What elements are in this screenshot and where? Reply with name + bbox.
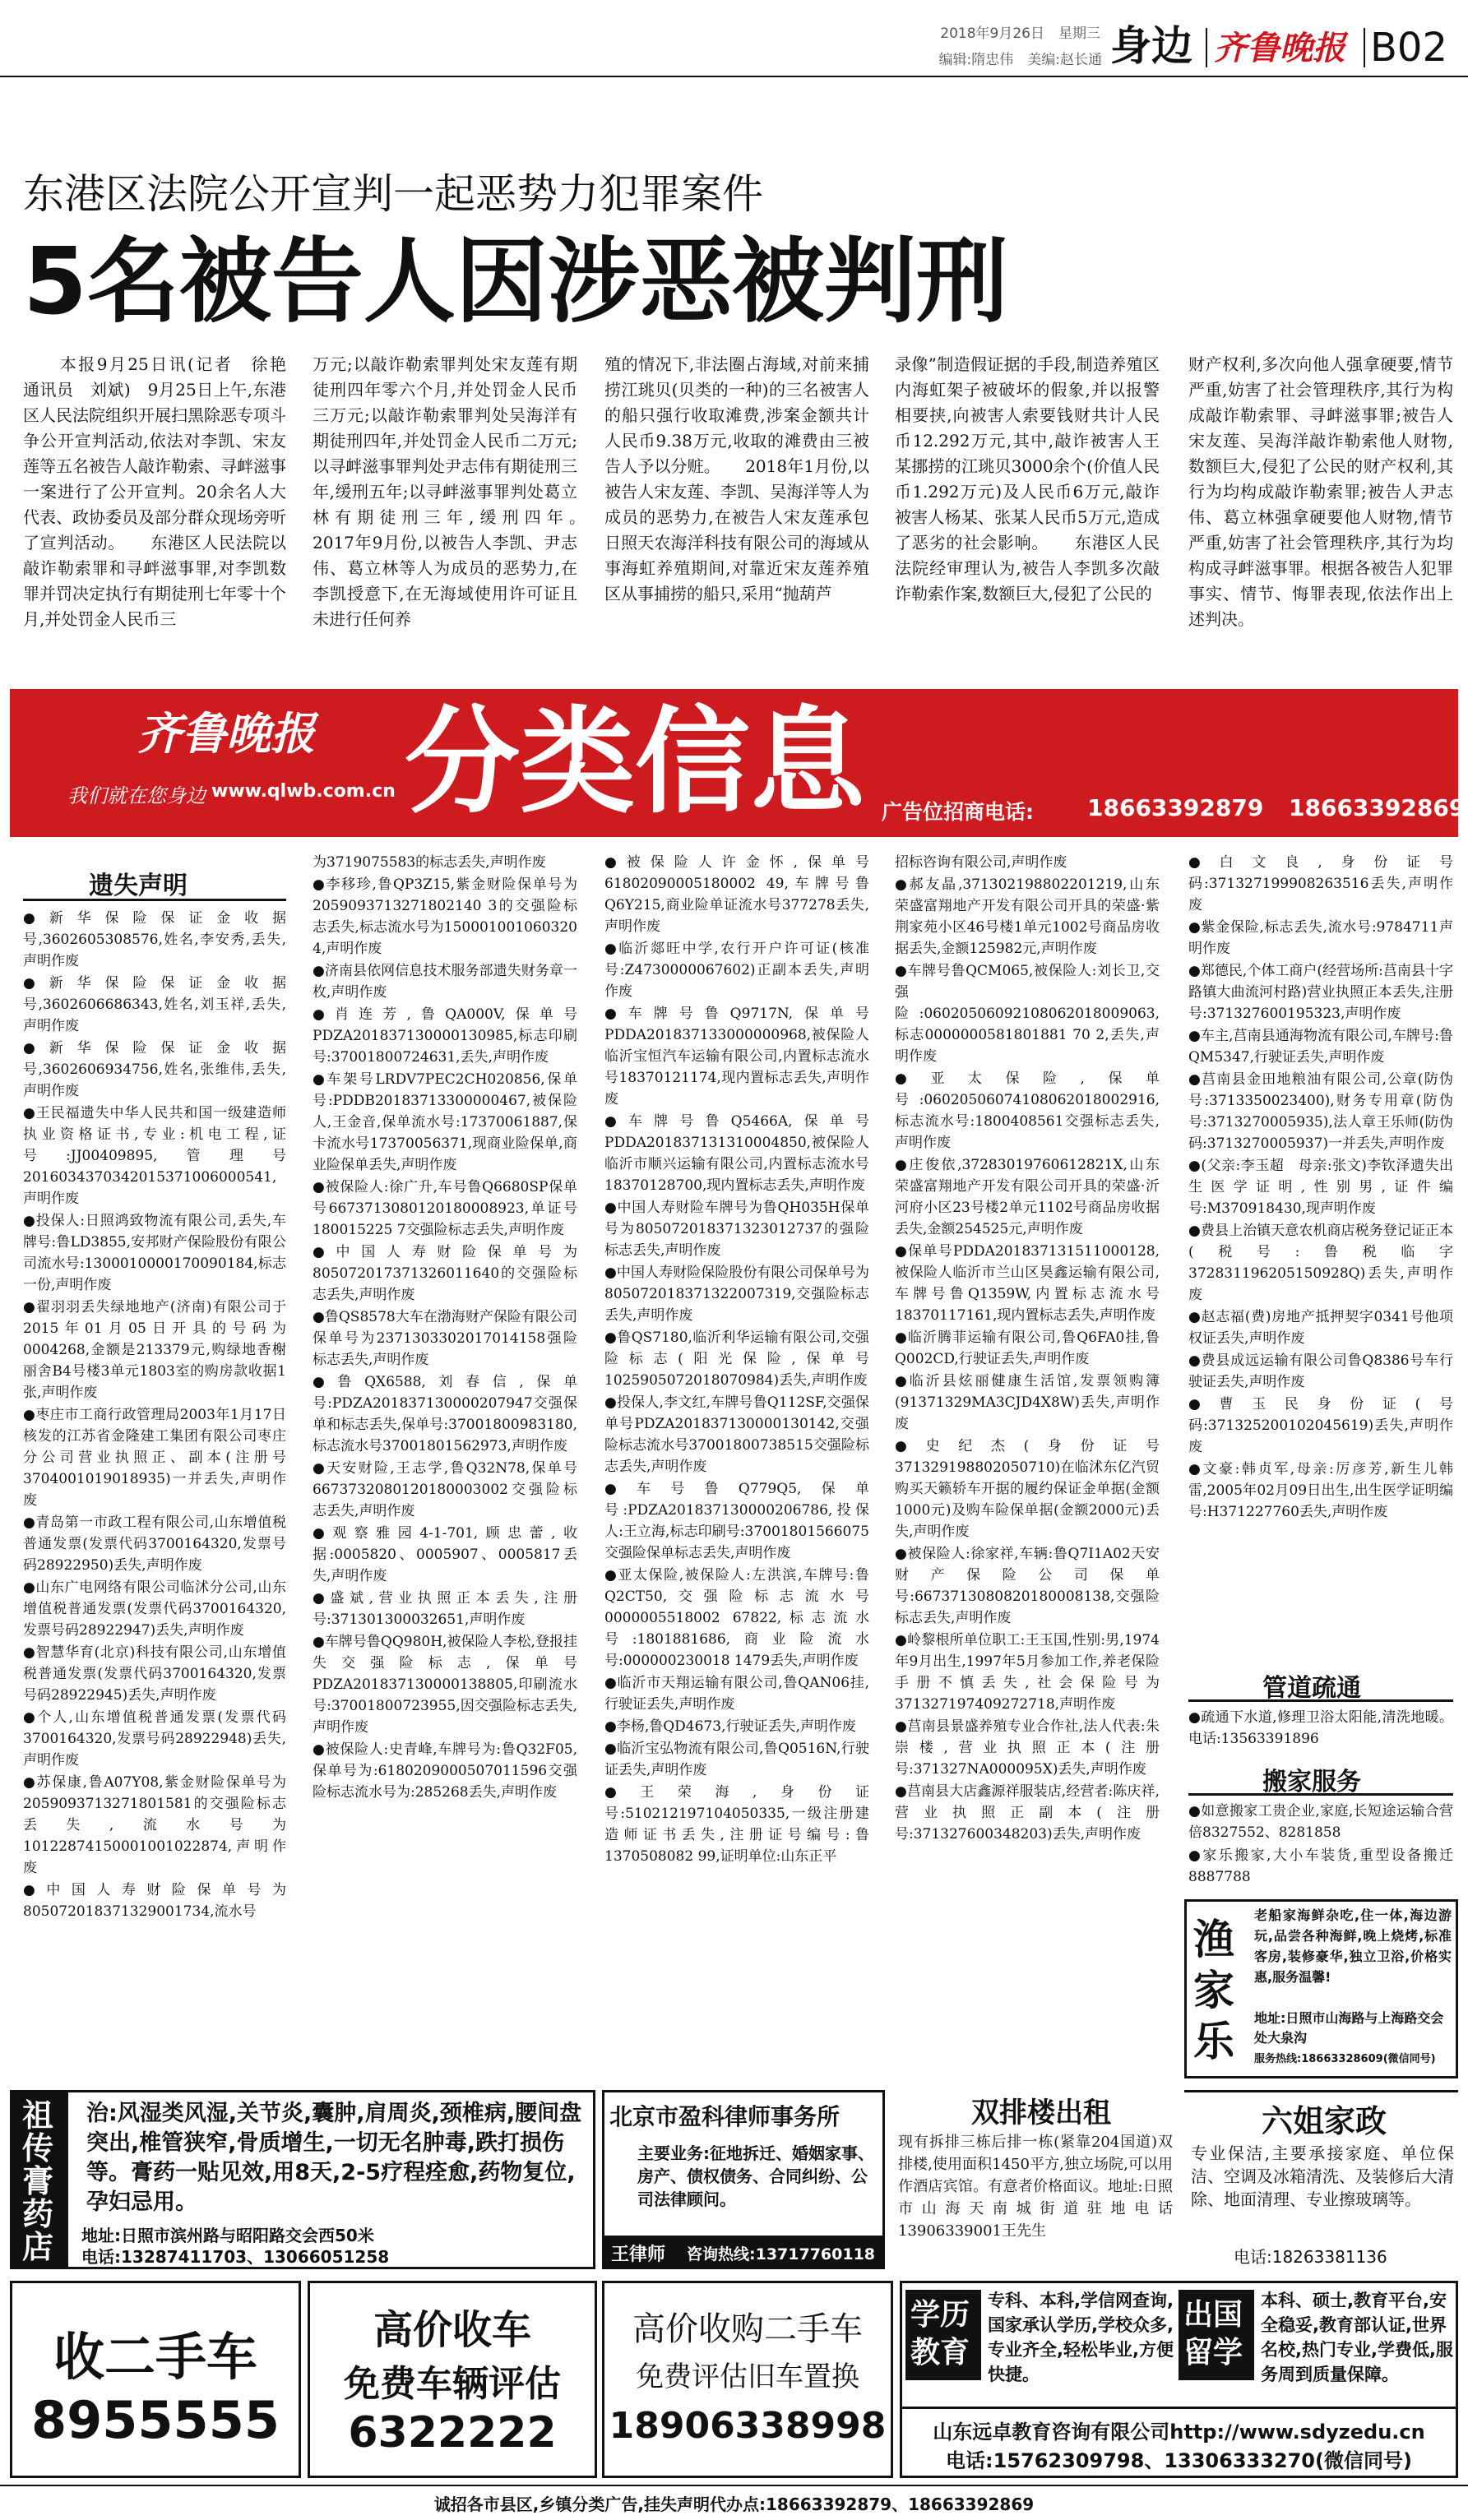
car-ad-3-phone: 18906338998 — [609, 2405, 887, 2447]
footer-rule — [0, 2485, 1468, 2486]
article-subtitle: 东港区法院公开宣判一起恶势力犯罪案件 — [23, 170, 763, 218]
divider-1 — [1206, 28, 1207, 67]
classified-item: ●翟羽羽丢失绿地地产(济南)有限公司于2015年01月05日开具的号码为0004268,金额是213379元,购绿地香榭丽舍B4号楼3单元1803室的购房款收据1张,声明作废 — [23, 1299, 286, 1401]
classified-item: ●青岛第一市政工程有限公司,山东增值税普通发票(发票代码3700164320,发票号码28922950)丢失,声明作废 — [23, 1514, 286, 1574]
edu-tag-2 — [1179, 2290, 1254, 2380]
classified-item: ●盛斌,营业执照正本丢失,注册号:371301300032651,声明作废 — [313, 1590, 577, 1628]
classified-item: ●费县上治镇天意农机商店税务登记证正本(税号:鲁税临字372831196205150928Q)丢失,声明作废 — [1188, 1223, 1453, 1303]
article-col-2: 万元;以敲诈勒索罪判处宋友莲有期徒刑四年零六个月,并处罚金人民币三万元;以敲诈勒索罪判处吴海洋有期徒刑四年,并处罚金人民币二万元;以寻衅滋事罪判处尹志伟有期徒刑三年,缓刑五年;以寻衅滋事罪判处葛立林有期徒刑三年,缓刑四年。 2017年9月份,以被告人李凯、尹志伟、葛立林等人为成员的恶势力,在李凯授意下,在无海域使用许可证且未进行任何养 — [313, 354, 610, 629]
edu-desc-2: 本科、硕士,教育平台,安全稳妥,教育部认证,世界名校,热门专业,学费低,服务周到质量保障。 — [1261, 2291, 1453, 2384]
car-ad-3-sub: 免费评估旧车置换 — [636, 2360, 859, 2393]
classified-item: ●中国人寿财险保险股份有限公司保单号为805072018371322007319,交强险标志丢失,声明作废 — [604, 1265, 869, 1324]
classified-item: ●临沂宝弘物流有限公司,鲁Q0516N,行驶证丢失,声明作废 — [604, 1741, 869, 1778]
car-ad-2 — [308, 2281, 597, 2478]
classified-banner — [10, 689, 1466, 837]
medicine-phone: 电话:13287411703、13066051258 — [81, 2247, 390, 2267]
header-rule — [0, 76, 1468, 79]
classified-item: ●郑德民,个体工商户(经营场所:莒南县十字路镇大曲流河村路)营业执照正本丢失,注册号:371327600195323,声明作废 — [1188, 963, 1453, 1022]
classified-item: ●中国人寿财险车牌号为鲁QH035H保单号为805072018371323012737的强险标志丢失,声明作废 — [604, 1200, 869, 1259]
classified-item: ●鲁QS7180,临沂利华运输有限公司,交强险标志(阳光保险,保单号1025905072018070984)丢失,声明作废 — [604, 1329, 869, 1389]
banner-url: www.qlwb.com.cn — [211, 781, 396, 802]
classified-item: ●中国人寿财险保单号为805072017371326011640的交强险标志丢失,声明作废 — [313, 1244, 577, 1303]
edu-phone: 电话:15762309798、13306333270(微信同号) — [946, 2449, 1412, 2472]
classified-item: ●临沂郯旺中学,农行开户许可证(核准号:Z4730000067602)正副本丢失,声明作废 — [604, 941, 869, 1000]
edu-desc-1: 专科、本科,学信网查询,国家承认学历,学校众多,专业齐全,轻松毕业,方便快捷。 — [988, 2291, 1174, 2384]
seafood-ad — [1184, 1899, 1458, 2078]
classified-item: ●白文良,身份证号码:371327199908263516丢失,声明作废 — [1188, 854, 1453, 913]
classified-item: ●李杨,鲁QD4673,行驶证丢失,声明作废 — [604, 1718, 856, 1735]
classified-item: ●莒南县金田地粮油有限公司,公章(防伪号:3713350023400),财务专用章(防伪号:3713270005935),法人章王乐师(防伪码:3713270005937)一并丢失,声明作废 — [1188, 1071, 1453, 1152]
seafood-char-1: 渔 — [1193, 1916, 1234, 1963]
classified-item: ●新华保险保证金收据号,3602606686343,姓名,刘玉祥,丢失,声明作废 — [23, 975, 286, 1034]
classified-item: ●肖连芳,鲁QA000V,保单号PDZA201837130000130985,标志印刷号:37001800724631,丢失,声明作废 — [313, 1006, 577, 1066]
classified-item: ●王荣海,身份证号:510212197104050335,一级注册建造师证书丢失,注册证号编号:鲁1370508082 99,证明单位:山东正平 — [604, 1784, 869, 1865]
maid-title: 六姐家政 — [1261, 2103, 1387, 2139]
seafood-addr: 地址:日照市山海路与上海路交会处大泉沟 — [1254, 2010, 1444, 2046]
article-col-1: 本报9月25日讯(记者 徐艳 通讯员 刘斌) 9月25日上午,东港区人民法院组织开展扫黑除恶专项斗争公开宣判活动,依法对李凯、宋友莲等五名被告人敲诈勒索、寻衅滋事一案进行了公开宣判。20余名人大代表、政协委员及部分群众现场旁听了宣判活动。 东港区人民法院以敲诈勒索罪和寻衅滋事罪,对李凯数罪并罚决定执行有期徒刑七年零十个月,并处罚金人民币三 — [23, 354, 303, 629]
lawyer-name: 王律师 — [611, 2245, 666, 2265]
classified-item: ●保单号PDDA201837131511000128,被保险人临沂市兰山区昊鑫运输有限公司,车牌号鲁Q1359W,内置标志流水号18370117161,现内置标志丢失,声明作废 — [895, 1243, 1160, 1324]
car-ad-1-title: 收二手车 — [53, 2327, 257, 2387]
brand-logo: 齐鲁晚报 — [1214, 29, 1345, 67]
banner-phone-1: 18663392879 — [1087, 794, 1264, 821]
medicine-addr: 地址:日照市滨州路与昭阳路交会西50米 — [81, 2226, 374, 2245]
car-ad-1-phone: 8955555 — [31, 2390, 280, 2450]
classified-col-3 — [604, 852, 869, 2085]
classified-item: ●车牌号鲁Q5466A,保单号PDDA201837131310004850,被保险人临沂市顺兴运输有限公司,内置标志流水号18370128700,现内置标志丢失,声明作废 — [604, 1113, 869, 1194]
pipe-tag — [1188, 1666, 1453, 1702]
classified-item: ●投保人,李文红,车牌号鲁Q112SF,交强保单号PDZA201837130000130142,交强险标志流水号37001800738515交强险标志丢失,声明作废 — [604, 1394, 869, 1475]
medicine-vertical — [12, 2092, 68, 2267]
move-tag — [1188, 1759, 1453, 1796]
banner-phone-label: 广告位招商电话: — [882, 800, 1034, 824]
header-editors: 编辑:隋忠伟 美编:赵长通 — [938, 52, 1102, 68]
edu-ad — [900, 2281, 1458, 2478]
classified-item: ●文豪:韩贞军,母亲:厉彦芳,新生儿韩雷,2005年02月09日出生,出生医学证明编号:H371227760丢失,声明作废 — [1188, 1461, 1453, 1520]
banner-slogan: 我们就在您身边 — [67, 784, 206, 807]
house-ad — [893, 2090, 1176, 2269]
classified-item: ●车号鲁Q779Q5,保单号:PDZA201837130000206786,投保人:王立海,标志印刷号:37001801566075交强险保单标志丢失,声明作废 — [604, 1481, 869, 1561]
banner-phone-2: 18663392869 — [1289, 794, 1466, 821]
article-col-3: 殖的情况下,非法圈占海域,对前来捕捞江珧贝(贝类的一种)的三名被害人的船只强行收取滩费,涉案金额共计人民币9.38万元,收取的滩费由三被告人予以分赃。 2018年1月份,以被告人宋友莲、李凯、吴海洋等人为成员的恶势力,在被告人宋友莲承包日照天农海洋科技有限公司的海域从事海虹养殖期间,对靠近宋友莲养殖区从事捕捞的船只,采用“抛葫芦 — [604, 354, 869, 603]
classified-item: ●枣庄市工商行政管理局2003年1月17日核发的江苏省金隆建工集团有限公司枣庄分公司营业执照正、副本(注册号3704001019018935)一并丢失,声明作废 — [23, 1407, 286, 1509]
maid-ad — [1184, 2090, 1458, 2269]
medicine-body: 治:风湿类风湿,关节炎,囊肿,肩周炎,颈椎病,腰间盘突出,椎管狭窄,骨质增生,一切无名肿毒,跌打损伤等。膏药一贴见效,用8天,2-5疗程痊愈,药物复位,孕妇忌用。 — [86, 2101, 582, 2215]
banner-logo: 齐鲁晚报 — [137, 707, 315, 760]
seafood-phone: 服务热线:18663328609(微信同号) — [1254, 2053, 1436, 2065]
classified-item: ●赵志福(费)房地产抵押契字0341号他项权证丢失,声明作废 — [1188, 1309, 1453, 1347]
classified-item: ●新华保险保证金收据号,3602605308576,姓名,李安秀,丢失,声明作废 — [23, 910, 286, 969]
classified-item: ●个人,山东增值税普通发票(发票代码3700164320,发票号码28922948)丢失,声明作废 — [23, 1709, 286, 1769]
classified-item: ●车牌号鲁QCM065,被保险人:刘长卫,交强险:06020506092108062018009063,标志0000000581801881 70 2,丢失,声明作废 — [895, 963, 1160, 1065]
medicine-ad — [10, 2090, 595, 2269]
classified-item: ●紫金保险,标志丢失,流水号:9784711声明作废 — [1188, 919, 1453, 957]
page-number: B02 — [1370, 25, 1448, 71]
classified-item: ●亚太保险,被保险人:左洪滨,车牌号:鲁Q2CT50,交强险标志流水号0000005518002 67822,标志流水号:1801881686,商业险流水号:000000230018 1479丢失,声明作废 — [604, 1567, 869, 1669]
classified-col-2 — [313, 852, 577, 2085]
article-col-4: 录像”制造假证据的手段,制造养殖区内海虹架子被破坏的假象,并以报警相要挟,向被害人索要钱财共计人民币12.292万元,其中,敲诈被害人王某挪捞的江珧贝3000余个(价值人民币1.292万元)及人民币6万元,敲诈被害人杨某、张某人民币5万元,造成了恶劣的社会影响。 东港区人民法院经审理认为,被告人李凯多次敲诈勒索作案,数额巨大,侵犯了公民的 — [895, 354, 1160, 603]
classified-col-4 — [895, 852, 1160, 2085]
header-date: 2018年9月26日 星期三 — [940, 25, 1100, 42]
classified-item: ●新华保险保证金收据号,3602606934756,姓名,张维伟,丢失,声明作废 — [23, 1040, 286, 1099]
classified-item: ●被保险人:史青峰,车牌号为:鲁Q32F05,保单号为:6180209000507011596交强险标志流水号为:285268丢失,声明作废 — [313, 1741, 577, 1801]
classified-item: ●车架号LRDV7PEC2CH020856,保单号:PDDB20183713300000467,被保险人,王金音,保单流水号:17370061887,保卡流水号17370056371,现商业险保单,商业险保单丢失,声明作废 — [313, 1071, 577, 1173]
classified-item: ●莒南县大店鑫源祥服装店,经营者:陈庆祥,营业执照正副本(注册号:371327600348203)丢失,声明作废 — [895, 1783, 1160, 1843]
classified-item: ●智慧华育(北京)科技有限公司,山东增值税普通发票(发票代码3700164320,发票号码28922945)丢失,声明作废 — [23, 1644, 286, 1704]
car-ad-3-title: 高价收购二手车 — [632, 2310, 863, 2348]
classified-item: ●车牌号鲁QQ980H,被保险人李松,登报挂失交强险标志,保单号PDZA201837130000138805,印刷流水号:37001800723955,因交强险标志丢失,声明作废 — [313, 1634, 577, 1736]
car-ad-1 — [10, 2281, 301, 2478]
seafood-desc: 老船家海鲜杂吃,住一体,海边游玩,品尝各种海鲜,晚上烧烤,标准客房,装修豪华,独立卫浴,价格实惠,服务温馨! — [1254, 1907, 1452, 1985]
article-headline: 5名被告人因涉恶被判刑 — [23, 229, 1008, 335]
classified-item: ●郝友晶,371302198802201219,山东荣盛富翔地产开发有限公司开具的荣盛·紫荆家苑小区46号楼1单元1002号商品房收据丢失,金额125982元,声明作废 — [895, 876, 1160, 957]
classified-item: ●(父亲:李玉超 母亲:张文)李钦泽遗失出生医学证明,性别男,证件编号:M370918430,现声明作废 — [1188, 1158, 1453, 1217]
lawyer-ad — [602, 2090, 885, 2269]
lawyer-body: 主要业务:征地拆迁、婚姻家事、房产、债权债务、合同纠纷、公司法律顾问。 — [637, 2143, 874, 2209]
classified-item: ●王民福遗失中华人民共和国一级建造师执业资格证书,专业:机电工程,证号:JJ00409895,管理号2016034370342015371006000541,声明作废 — [23, 1105, 286, 1207]
move-label: 搬家服务 — [1262, 1768, 1361, 1796]
edu-company: 山东远卓教育咨询有限公司http://www.sdyzedu.cn — [902, 2407, 1456, 2444]
move-text-2: ●家乐搬家,大小车装货,重型设备搬迁8887788 — [1188, 1847, 1453, 1885]
classified-item: ●投保人:日照鸿致物流有限公司,丢失,车牌号:鲁LD3855,安邦财产保险股份有限公司流水号:1300010000170090184,标志一份,声明作废 — [23, 1213, 286, 1293]
pipe-label: 管道疏通 — [1262, 1674, 1361, 1703]
divider-2 — [1364, 28, 1365, 67]
classified-item: 招标咨询有限公司,声明作废 — [895, 854, 1067, 871]
classified-item: ●被保险人许金怀,保单号61802090005180002 49,车牌号鲁Q6Y215,商业险单证流水号377278丢失,声明作废 — [604, 854, 869, 935]
classified-item: ●鲁QS8578大车在渤海财产保险有限公司保单号为2371303302017014158强险标志丢失,声明作废 — [313, 1309, 577, 1368]
classified-col-1 — [23, 908, 286, 2085]
edu-tag-2-text: 出国留学 — [1183, 2298, 1243, 2370]
lawyer-phone: 咨询热线:13717760118 — [687, 2245, 876, 2263]
medicine-vertical-text: 祖传膏药店 — [22, 2097, 54, 2265]
maid-phone: 电话:18263381136 — [1234, 2247, 1387, 2267]
move-text-1: ●如意搬家工贵企业,家庭,长短途运输合营倍8327552、8281858 — [1188, 1803, 1453, 1841]
footer-text: 诚招各市县区,乡镇分类广告,挂失声明代办点:18663392879、18663392869 — [433, 2495, 1035, 2514]
classified-item: ●苏保康,鲁A07Y08,紫金财险保单号为2059093713271801581的交强险标志丢失,流水号为10122874150001001022874,声明作废 — [23, 1774, 286, 1876]
classified-item: ●临沂市天翔运输有限公司,鲁QAN06挂,行驶证丢失,声明作废 — [604, 1675, 869, 1713]
classified-item: ●车主,莒南县通海物流有限公司,车牌号:鲁QM5347,行驶证丢失,声明作废 — [1188, 1028, 1453, 1066]
lawyer-title: 北京市盈科律师事务所 — [609, 2103, 841, 2130]
article-col-5: 财产权利,多次向他人强拿硬要,情节严重,妨害了社会管理秩序,其行为构成敲诈勒索罪、寻衅滋事罪;被告人宋友莲、吴海洋敲诈勒索他人财物,数额巨大,侵犯了公民的财产权利,其行为均构成敲诈勒索罪;被告人尹志伟、葛立林强拿硬要他人财物,情节严重,妨害了社会管理秩序,其行为均构成寻衅滋事罪。根据各被告人犯罪事实、情节、悔罪表现,依法作出上述判决。 — [1188, 354, 1453, 629]
classified-item: ●亚太保险,保单号:06020506074108062018002916,标志流水号:1800408561交强标志丢失,声明作废 — [895, 1070, 1160, 1151]
classified-item: ●观察雅园4-1-701,顾忠蕾,收据:0005820、0005907、0005817丢失,声明作废 — [313, 1525, 577, 1584]
pipe-text: ●疏通下水道,修理卫浴太阳能,清洗地暖。电话:13563391896 — [1188, 1709, 1453, 1747]
house-title: 双排楼出租 — [971, 2097, 1111, 2129]
classified-item: ●李移珍,鲁QP3Z15,紫金财险保单号为2059093713271802140 3的交强险标志丢失,标志流水号为150001001060320 4,声明作废 — [313, 876, 577, 957]
classified-item: ●曹玉民身份证(号码:371325200102045619)丢失,声明作废 — [1188, 1396, 1453, 1455]
classified-item: ●临沂腾菲运输有限公司,鲁Q6FA0挂,鲁Q002CD,行驶证丢失,声明作废 — [895, 1329, 1160, 1367]
classified-item: ●岭黎根所单位职工:王玉国,性别:男,1974年9月出生,1997年5月参加工作,养老保险手册不慎丢失,社会保险号为371327197409272718,声明作废 — [895, 1632, 1160, 1713]
classified-item: 为3719075583的标志丢失,声明作废 — [313, 854, 546, 871]
edu-tag-1-text: 学历教育 — [910, 2298, 970, 2370]
edu-tag-1 — [905, 2290, 981, 2380]
classified-item: ●史纪杰(身份证号371329198802050710)在临沭东亿汽贸购买天籁轿车开据的履约保证金单据(金额1000元)及购车险保单据(金额2000元)丢失,声明作废 — [895, 1438, 1160, 1540]
classified-item: ●临沂县炫丽健康生活馆,发票领购簿(91371329MA3CJD4X8W)丢失,声明作废 — [895, 1373, 1160, 1432]
banner-title: 分类信息 — [405, 696, 866, 830]
seafood-char-2: 家 — [1193, 1967, 1234, 2014]
classified-item: ●鲁QX6588,刘春信,保单号:PDZA201837130000207947交强保单和标志丢失,保单号:37001800983180,标志流水号37001801562973,声明作废 — [313, 1374, 577, 1454]
section-name: 身边 — [1110, 22, 1192, 70]
car-ad-3 — [602, 2281, 893, 2478]
classified-item: ●车牌号鲁Q9717N,保单号PDDA201837133000000968,被保险人临沂宝恒汽车运输有限公司,内置标志流水号18370121174,现内置标志丢失,声明作废 — [604, 1006, 869, 1107]
classified-item: ●被保险人:徐家祥,车辆:鲁Q7I1A02天安财产保险公司保单号:6673713080820180008138,交强险标志丢失,声明作废 — [895, 1546, 1160, 1626]
house-body: 现有拆排三栋后排一栋(紧靠204国道)双排楼,使用面积1450平方,独立场院,可以用作酒店宾馆。有意者价格面议。地址:日照市山海天南城街道驻地电话13906339001王先生 — [898, 2134, 1173, 2240]
car-ad-2-phone: 6322222 — [348, 2408, 557, 2458]
classified-item: ●庄俊依,37283019760612821X,山东荣盛富翔地产开发有限公司开具的荣盛·沂河府小区23号楼2单元1102号商品房收据丢失,金额254525元,声明作废 — [895, 1157, 1160, 1237]
classified-col-5 — [1188, 852, 1453, 1674]
classified-item: ●中国人寿财险保单号为805072018371329001734,流水号 — [23, 1882, 286, 1920]
car-ad-2-title: 高价收车 — [373, 2307, 531, 2353]
seafood-char-3: 乐 — [1193, 2018, 1234, 2065]
classified-item: ●济南县依网信息技术服务部遗失财务章一枚,声明作废 — [313, 963, 577, 1001]
classified-item: ●费县成远运输有限公司鲁Q8386号车行驶证丢失,声明作废 — [1188, 1352, 1453, 1390]
lost-notice-label: 遗失声明 — [89, 872, 188, 900]
classified-item: ●莒南县景盛养殖专业合作社,法人代表:朱崇楼,营业执照正本(注册号:371327NA000095X)丢失,声明作废 — [895, 1718, 1160, 1778]
classified-item: ●山东广电网络有限公司临沭分公司,山东增值税普通发票(发票代码3700164320,发票号码28922947)丢失,声明作废 — [23, 1579, 286, 1639]
maid-body: 专业保洁,主要承接家庭、单位保洁、空调及冰箱清洗、及装修后大清除、地面清理、专业擦玻璃等。 — [1191, 2143, 1454, 2209]
classified-item: ●被保险人:徐广升,车号鲁Q6680SP保单号6673713080120180008923,单证号180015225 7交强险标志丢失,声明作废 — [313, 1179, 577, 1238]
lost-notice-tag — [23, 862, 286, 901]
classified-item: ●天安财险,王志学,鲁Q32N78,保单号6673732080120180003002交强险标志丢失,声明作废 — [313, 1460, 577, 1519]
car-ad-2-sub: 免费车辆评估 — [344, 2363, 561, 2405]
lawyer-contact — [604, 2236, 882, 2267]
